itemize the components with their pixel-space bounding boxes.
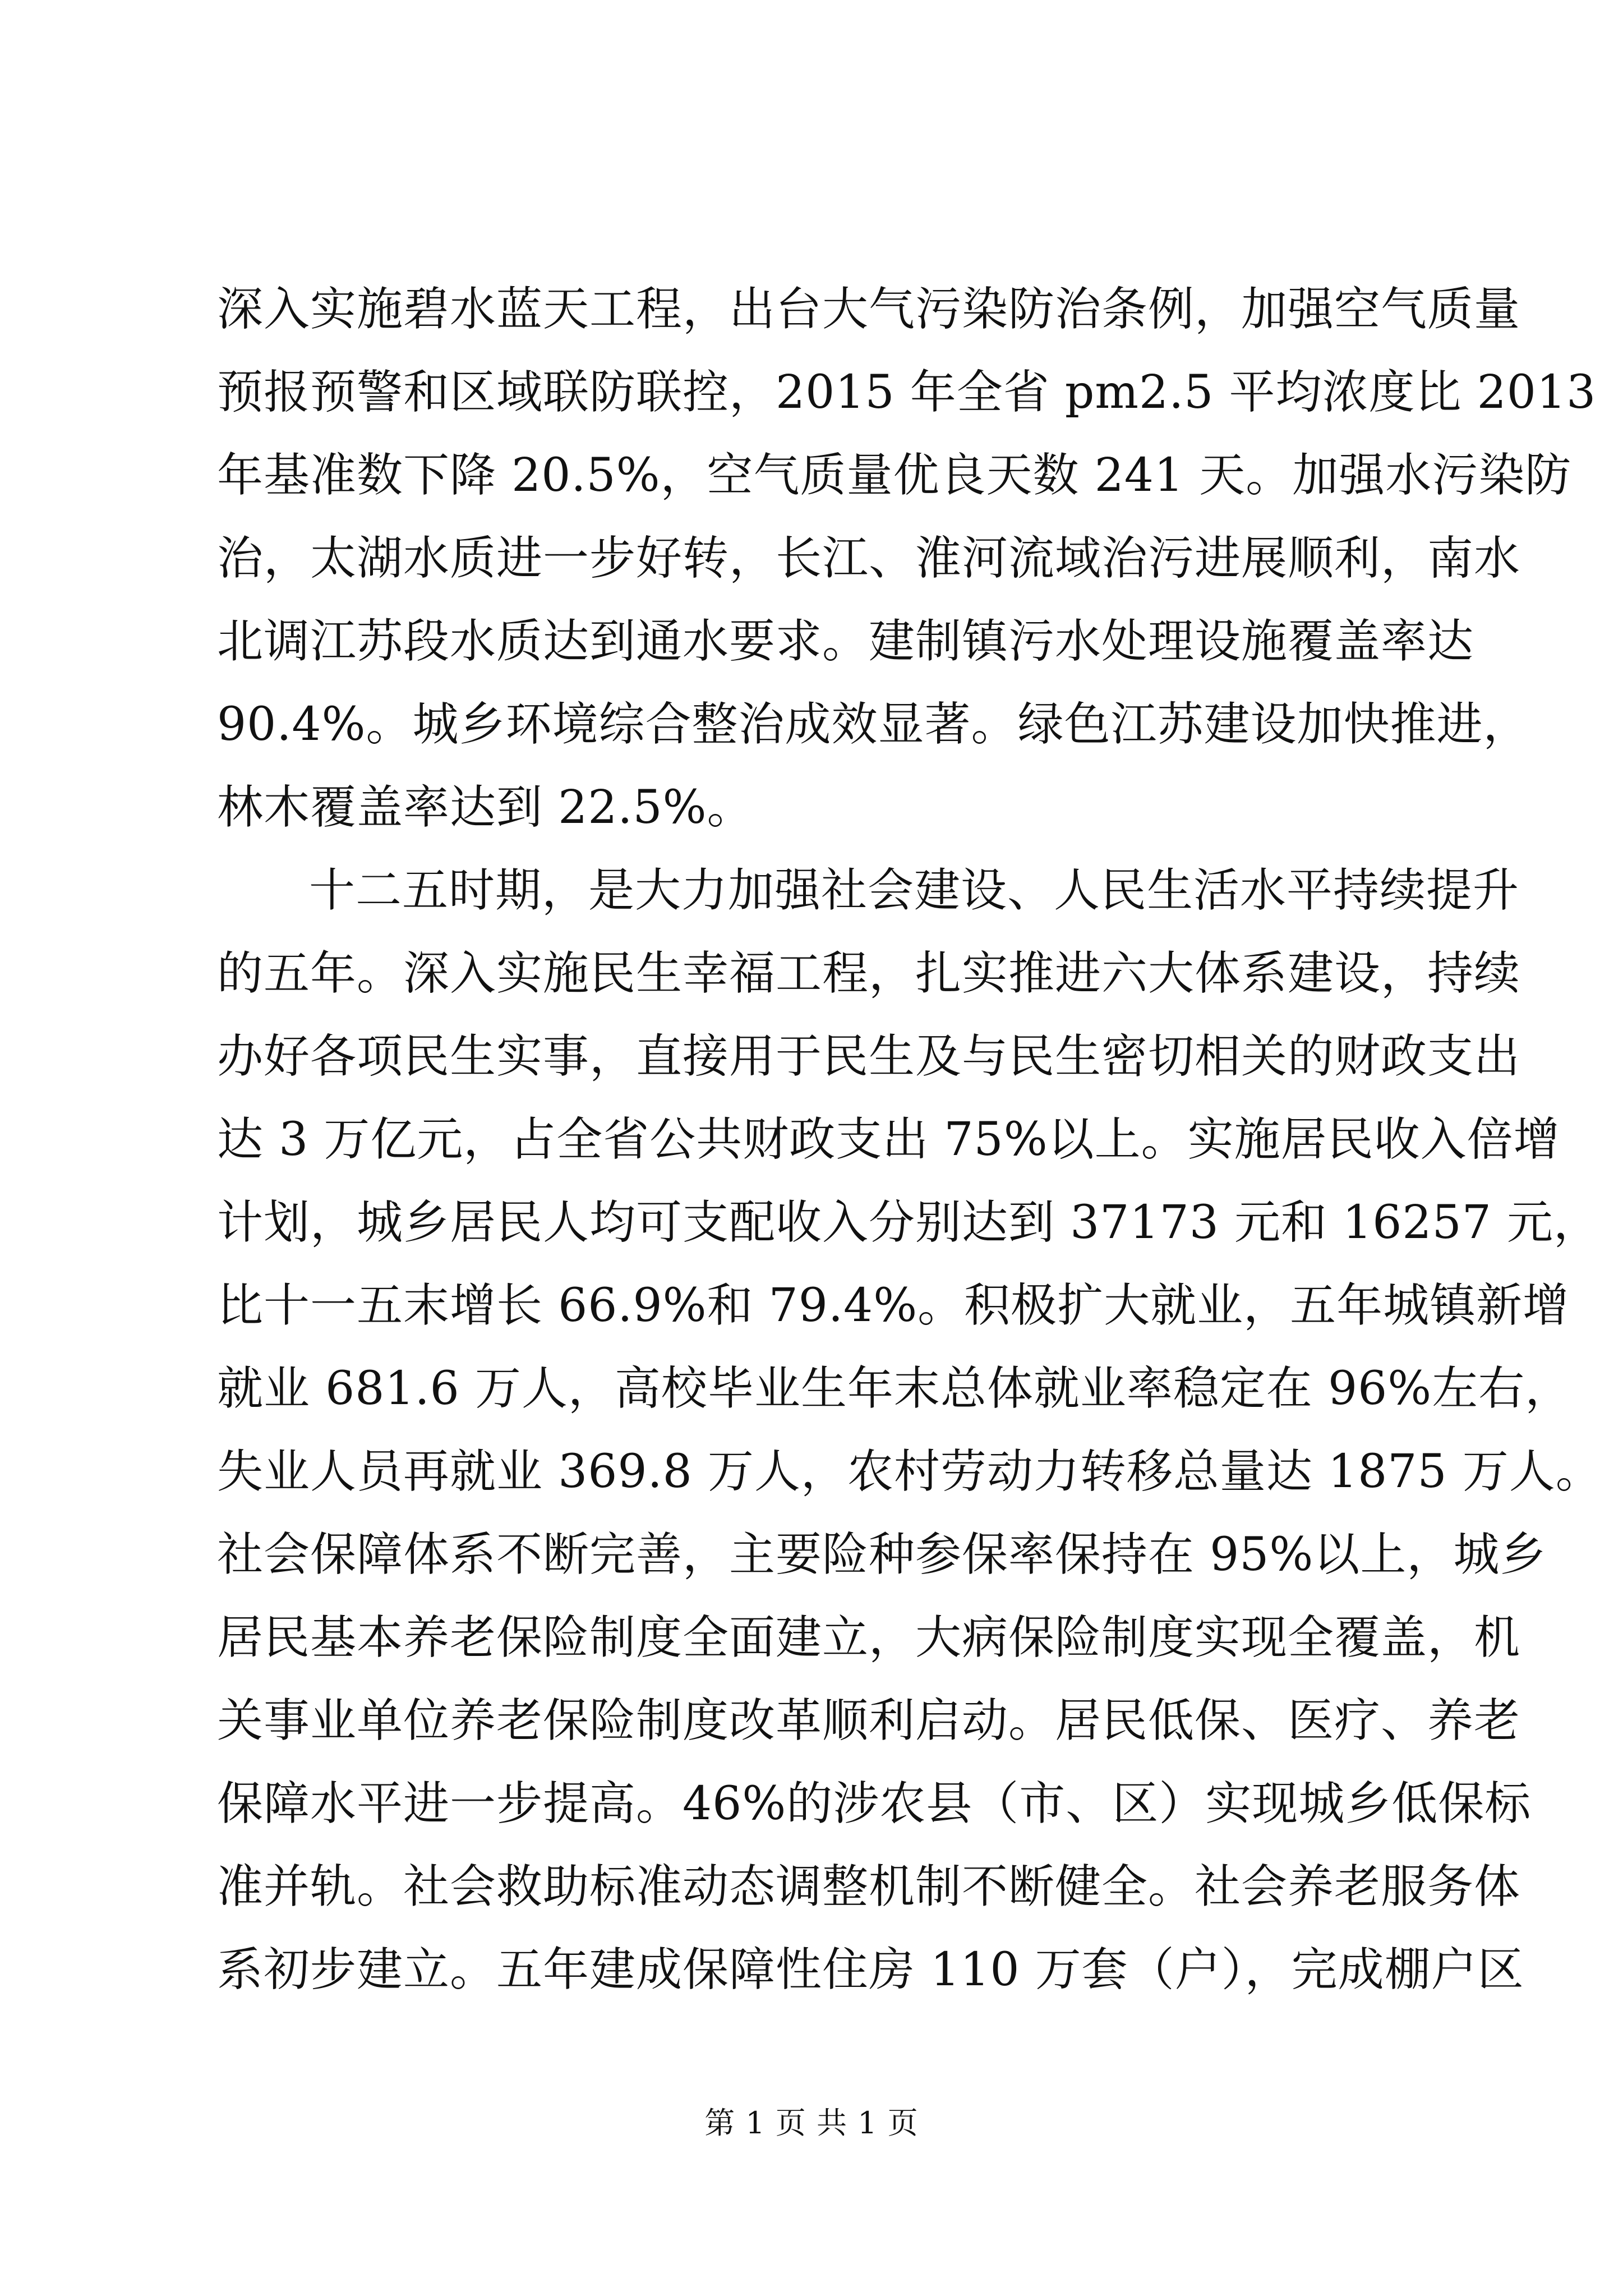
text-line: 90.4%。城乡环境综合整治成效显著。绿色江苏建设加快推进， [217, 698, 1530, 751]
text-line: 深入实施碧水蓝天工程，出台大气污染防治条例，加强空气质量 [217, 283, 1521, 336]
text-line: 失业人员再就业 369.8 万人，农村劳动力转移总量达 1875 万人。 [217, 1445, 1602, 1498]
text-line: 就业 681.6 万人，高校毕业生年末总体就业率稳定在 96%左右， [217, 1362, 1572, 1415]
page-number-label: 第 1 页 共 1 页 [704, 2105, 919, 2141]
text-line: 的五年。深入实施民生幸福工程，扎实推进六大体系建设，持续 [217, 947, 1521, 1000]
document-body [217, 268, 1602, 2012]
text-line: 居民基本养老保险制度全面建立，大病保险制度实现全覆盖，机 [217, 1611, 1521, 1664]
text-line: 保障水平进一步提高。46%的涉农县（市、区）实现城乡低保标 [217, 1777, 1532, 1830]
text-line: 准并轨。社会救助标准动态调整机制不断健全。社会养老服务体 [217, 1860, 1521, 1913]
text-line: 社会保障体系不断完善，主要险种参保率保持在 95%以上，城乡 [217, 1528, 1547, 1581]
text-line: 林木覆盖率达到 22.5%。 [217, 781, 754, 834]
text-line: 关事业单位养老保险制度改革顺利启动。居民低保、医疗、养老 [217, 1694, 1521, 1747]
text-line: 预报预警和区域联防联控，2015 年全省 pm2.5 平均浓度比 2013 [217, 366, 1597, 419]
page-footer [0, 2104, 1623, 2143]
text-line: 计划，城乡居民人均可支配收入分别达到 37173 元和 16257 元， [217, 1196, 1600, 1249]
text-line: 治，太湖水质进一步好转，长江、淮河流域治污进展顺利，南水 [217, 532, 1521, 585]
text-line: 比十一五末增长 66.9%和 79.4%。积极扩大就业，五年城镇新增 [217, 1279, 1570, 1332]
text-line: 办好各项民生实事，直接用于民生及与民生密切相关的财政支出 [217, 1030, 1521, 1083]
text-line: 达 3 万亿元，占全省公共财政支出 75%以上。实施居民收入倍增 [217, 1113, 1560, 1166]
text-line: 北调江苏段水质达到通水要求。建制镇污水处理设施覆盖率达 [217, 615, 1474, 668]
paragraph-environment [217, 268, 1597, 849]
text-line-indented: 十二五时期，是大力加强社会建设、人民生活水平持续提升 [309, 864, 1520, 917]
text-line: 系初步建立。五年建成保障性住房 110 万套（户），完成棚户区 [217, 1943, 1524, 1996]
paragraph-social-development [217, 849, 1602, 2012]
text-line: 年基准数下降 20.5%，空气质量优良天数 241 天。加强水污染防 [217, 449, 1572, 502]
